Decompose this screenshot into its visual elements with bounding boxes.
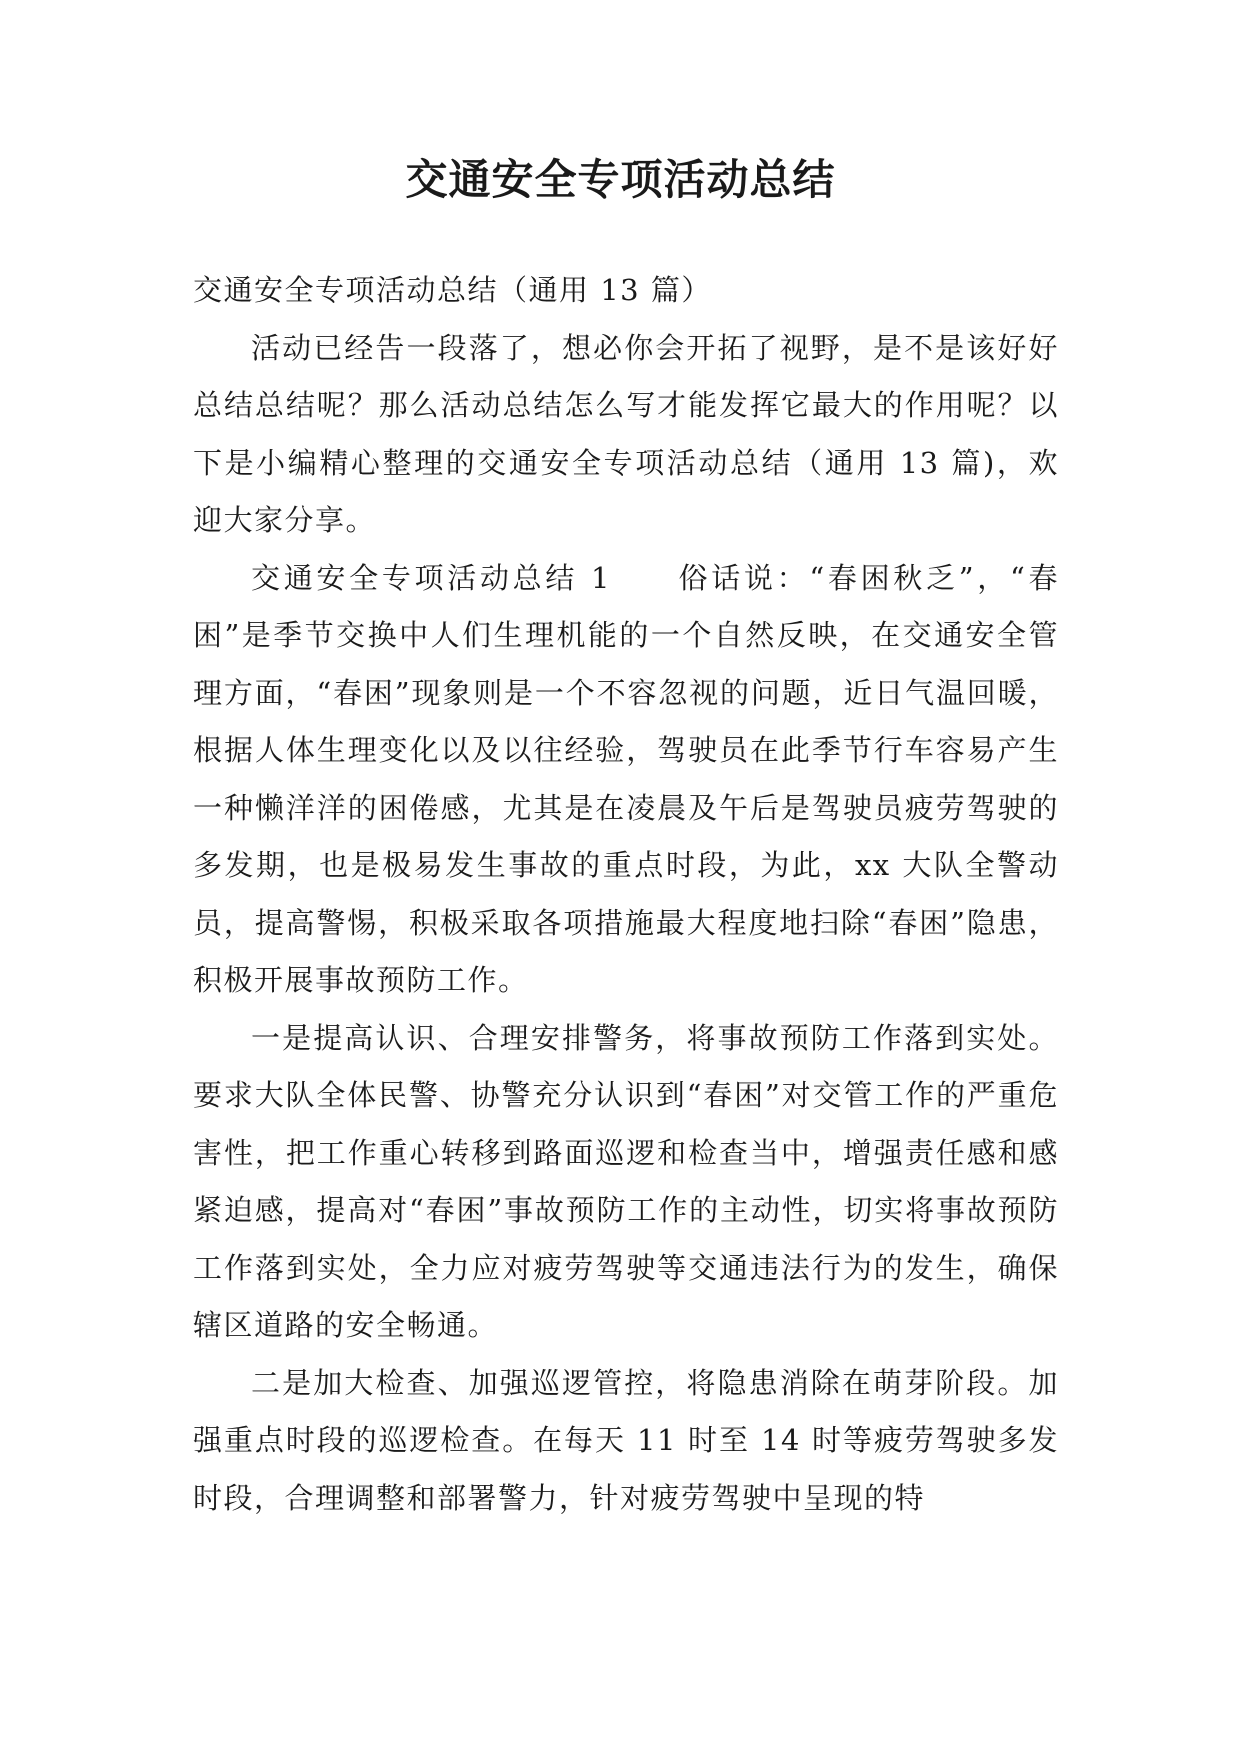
document-title: 交通安全专项活动总结 <box>405 155 836 204</box>
paragraph-summary-1: 交通安全专项活动总结 1 俗话说：“春困秋乏”，“春困”是季节交换中人们生理机能的一个自然反映，在交通安全管理方面，“春困”现象则是一个不容忽视的问题，近日气温回暖，根据人体生理变化以及以往经验，驾驶员在此季节行车容易产生一种懒洋洋的困倦感，尤其是在凌晨及午后是驾驶员疲劳驾驶的多发期，也是极易发生事故的重点时段，为此，xx 大队全警动员，提高警惕，积极采取各项措施最大程度地扫除“春困”隐患，积极开展事故预防工作。 <box>193 560 1059 997</box>
paragraph-intro: 活动已经告一段落了，想必你会开拓了视野，是不是该好好总结总结呢？那么活动总结怎么写才能发挥它最大的作用呢？以下是小编精心整理的交通安全专项活动总结（通用 13 篇)，欢迎大家分享。 <box>193 330 1059 537</box>
paragraph-point-1: 一是提高认识、合理安排警务，将事故预防工作落到实处。要求大队全体民警、协警充分认识到“春困”对交管工作的严重危害性，把工作重心转移到路面巡逻和检查当中，增强责任感和感紧迫感，提高对“春困”事故预防工作的主动性，切实将事故预防工作落到实处，全力应对疲劳驾驶等交通违法行为的发生，确保辖区道路的安全畅通。 <box>193 1020 1059 1342</box>
paragraph-point-2: 二是加大检查、加强巡逻管控，将隐患消除在萌芽阶段。加强重点时段的巡逻检查。在每天 11 时至 14 时等疲劳驾驶多发时段，合理调整和部署警力，针对疲劳驾驶中呈现的特 <box>193 1365 1059 1515</box>
document-subtitle: 交通安全专项活动总结（通用 13 篇） <box>193 273 712 307</box>
document-body <box>193 262 1059 1527</box>
